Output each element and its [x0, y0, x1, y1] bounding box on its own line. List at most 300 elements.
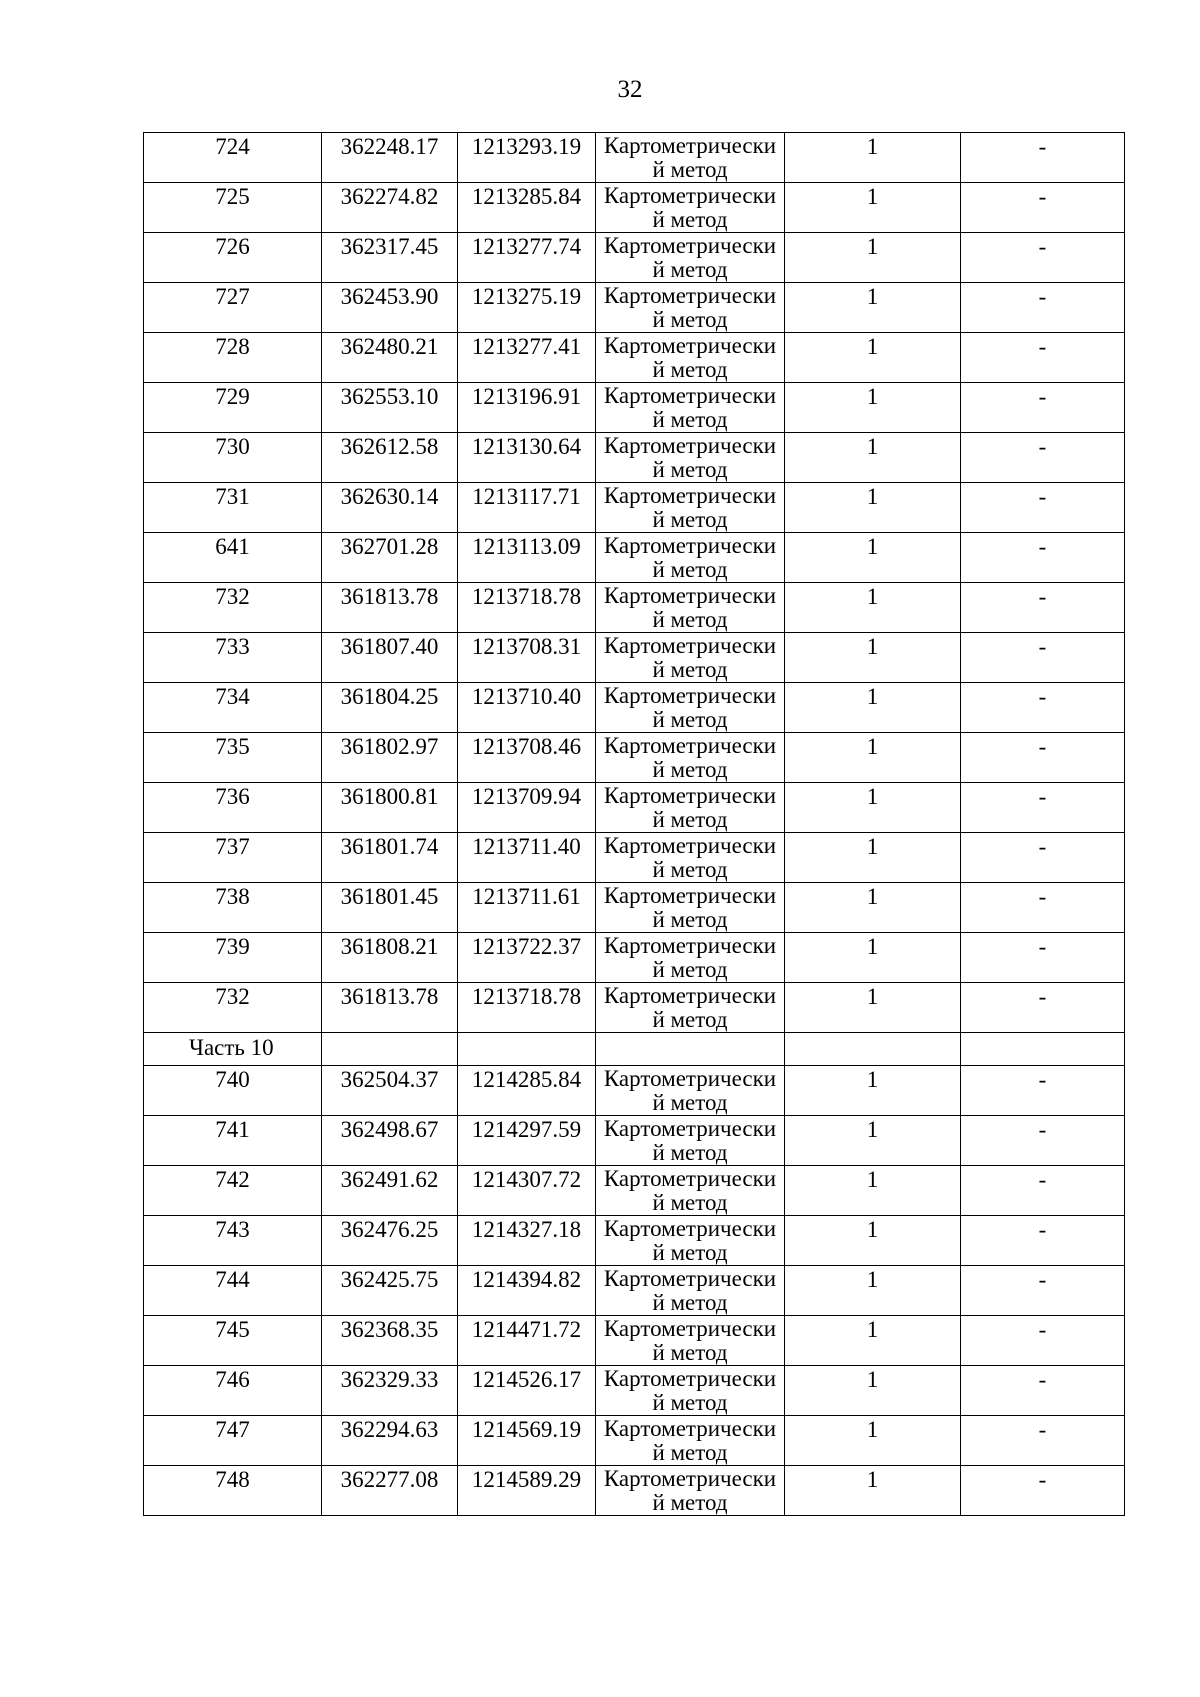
y-coordinate-cell: [458, 383, 596, 433]
accuracy-cell: [785, 733, 961, 783]
description-cell: [961, 183, 1125, 233]
y-coordinate-cell: [458, 683, 596, 733]
y-coordinate-text: 1214589.29: [471, 1467, 582, 1492]
description-text: -: [1038, 134, 1047, 159]
point-number-cell: [144, 583, 322, 633]
method-cell: [596, 1416, 785, 1466]
table-row: [144, 433, 1125, 483]
method-text: Картометрически й метод: [603, 933, 777, 982]
description-cell: [961, 933, 1125, 983]
accuracy-cell: [785, 1316, 961, 1366]
point-number-text: 734: [215, 684, 250, 709]
method-cell: [596, 1466, 785, 1516]
y-coordinate-text: 1214569.19: [471, 1417, 582, 1442]
y-coordinate-text: 1213293.19: [471, 134, 582, 159]
x-coordinate-text: 361800.81: [340, 784, 439, 809]
table-row: [144, 583, 1125, 633]
empty-cell: [458, 1033, 596, 1066]
point-number-cell: [144, 1216, 322, 1266]
description-cell: [961, 1066, 1125, 1116]
y-coordinate-cell: [458, 433, 596, 483]
description-cell: [961, 1366, 1125, 1416]
description-cell: [961, 433, 1125, 483]
y-coordinate-text: 1214307.72: [471, 1167, 582, 1192]
x-coordinate-cell: [322, 283, 458, 333]
accuracy-cell: [785, 1166, 961, 1216]
y-coordinate-text: 1213285.84: [471, 184, 582, 209]
description-cell: [961, 733, 1125, 783]
accuracy-text: 1: [866, 784, 879, 809]
table-row: [144, 1416, 1125, 1466]
method-cell: [596, 783, 785, 833]
x-coordinate-cell: [322, 633, 458, 683]
accuracy-cell: [785, 933, 961, 983]
method-text: Картометрически й метод: [603, 733, 777, 782]
table-row: [144, 1366, 1125, 1416]
accuracy-cell: [785, 683, 961, 733]
x-coordinate-text: 362498.67: [340, 1117, 439, 1142]
description-text: -: [1038, 1417, 1047, 1442]
accuracy-text: 1: [866, 284, 879, 309]
method-text: Картометрически й метод: [603, 1466, 777, 1515]
description-cell: [961, 1216, 1125, 1266]
table-row: [144, 733, 1125, 783]
table-row: [144, 533, 1125, 583]
x-coordinate-text: 362277.08: [340, 1467, 439, 1492]
table-row: [144, 1066, 1125, 1116]
method-cell: [596, 1066, 785, 1116]
method-text: Картометрически й метод: [603, 283, 777, 332]
accuracy-cell: [785, 983, 961, 1033]
y-coordinate-cell: [458, 833, 596, 883]
accuracy-text: 1: [866, 534, 879, 559]
point-number-cell: [144, 683, 322, 733]
x-coordinate-text: 362553.10: [340, 384, 439, 409]
accuracy-cell: [785, 1466, 961, 1516]
description-text: -: [1038, 684, 1047, 709]
x-coordinate-cell: [322, 1416, 458, 1466]
accuracy-text: 1: [866, 1367, 879, 1392]
y-coordinate-text: 1213277.74: [471, 234, 582, 259]
method-text: Картометрически й метод: [603, 1116, 777, 1165]
description-text: -: [1038, 334, 1047, 359]
y-coordinate-cell: [458, 1316, 596, 1366]
accuracy-text: 1: [866, 1167, 879, 1192]
point-number-text: 725: [215, 184, 250, 209]
point-number-cell: [144, 283, 322, 333]
point-number-text: 742: [215, 1167, 250, 1192]
method-text: Картометрически й метод: [603, 483, 777, 532]
accuracy-cell: [785, 1416, 961, 1466]
y-coordinate-cell: [458, 783, 596, 833]
point-number-text: 735: [215, 734, 250, 759]
method-cell: [596, 233, 785, 283]
x-coordinate-cell: [322, 883, 458, 933]
y-coordinate-cell: [458, 1066, 596, 1116]
point-number-cell: [144, 133, 322, 183]
method-cell: [596, 533, 785, 583]
table-row: [144, 1116, 1125, 1166]
description-cell: [961, 683, 1125, 733]
point-number-cell: [144, 883, 322, 933]
x-coordinate-text: 362425.75: [340, 1267, 439, 1292]
description-cell: [961, 233, 1125, 283]
point-number-cell: [144, 983, 322, 1033]
y-coordinate-cell: [458, 1466, 596, 1516]
method-cell: [596, 333, 785, 383]
method-text: Картометрически й метод: [603, 1066, 777, 1115]
y-coordinate-cell: [458, 883, 596, 933]
accuracy-text: 1: [866, 834, 879, 859]
description-text: -: [1038, 884, 1047, 909]
point-number-cell: [144, 383, 322, 433]
table-row: [144, 1166, 1125, 1216]
point-number-cell: [144, 1066, 322, 1116]
table-row: [144, 683, 1125, 733]
method-text: Картометрически й метод: [603, 583, 777, 632]
y-coordinate-text: 1213711.40: [472, 834, 581, 859]
x-coordinate-text: 362274.82: [340, 184, 439, 209]
y-coordinate-text: 1213277.41: [471, 334, 582, 359]
point-number-cell: [144, 333, 322, 383]
accuracy-cell: [785, 583, 961, 633]
y-coordinate-cell: [458, 1416, 596, 1466]
coordinates-table: [143, 132, 1125, 1516]
point-number-cell: [144, 833, 322, 883]
y-coordinate-cell: [458, 283, 596, 333]
y-coordinate-cell: [458, 1166, 596, 1216]
method-cell: [596, 933, 785, 983]
x-coordinate-text: 361813.78: [340, 584, 439, 609]
table-row: [144, 333, 1125, 383]
x-coordinate-text: 361801.74: [340, 834, 439, 859]
description-cell: [961, 533, 1125, 583]
y-coordinate-text: 1213708.46: [471, 734, 582, 759]
x-coordinate-text: 362294.63: [340, 1417, 439, 1442]
x-coordinate-cell: [322, 383, 458, 433]
y-coordinate-cell: [458, 133, 596, 183]
description-text: -: [1038, 1267, 1047, 1292]
x-coordinate-cell: [322, 833, 458, 883]
x-coordinate-cell: [322, 1316, 458, 1366]
description-text: -: [1038, 634, 1047, 659]
point-number-cell: [144, 1366, 322, 1416]
table-row: [144, 1216, 1125, 1266]
point-number-cell: [144, 1316, 322, 1366]
y-coordinate-text: 1214526.17: [471, 1367, 582, 1392]
y-coordinate-text: 1213722.37: [471, 934, 582, 959]
x-coordinate-text: 361807.40: [340, 634, 439, 659]
y-coordinate-cell: [458, 983, 596, 1033]
accuracy-text: 1: [866, 984, 879, 1009]
method-cell: [596, 133, 785, 183]
accuracy-cell: [785, 433, 961, 483]
description-cell: [961, 383, 1125, 433]
y-coordinate-cell: [458, 333, 596, 383]
accuracy-text: 1: [866, 734, 879, 759]
description-text: -: [1038, 1217, 1047, 1242]
method-cell: [596, 1266, 785, 1316]
table-row: [144, 1266, 1125, 1316]
accuracy-text: 1: [866, 334, 879, 359]
point-number-text: 739: [215, 934, 250, 959]
y-coordinate-text: 1213718.78: [471, 984, 582, 1009]
accuracy-text: 1: [866, 934, 879, 959]
point-number-text: 747: [215, 1417, 250, 1442]
point-number-cell: [144, 1466, 322, 1516]
x-coordinate-text: 362368.35: [340, 1317, 439, 1342]
description-text: -: [1038, 834, 1047, 859]
description-text: -: [1038, 1317, 1047, 1342]
description-cell: [961, 1416, 1125, 1466]
point-number-text: 745: [215, 1317, 250, 1342]
section-label: Часть 10: [189, 1035, 274, 1060]
coordinates-table-body: [144, 133, 1125, 1516]
description-cell: [961, 833, 1125, 883]
description-cell: [961, 1116, 1125, 1166]
description-cell: [961, 1266, 1125, 1316]
x-coordinate-text: 362612.58: [340, 434, 439, 459]
accuracy-text: 1: [866, 434, 879, 459]
y-coordinate-text: 1213130.64: [471, 434, 582, 459]
method-cell: [596, 1366, 785, 1416]
x-coordinate-cell: [322, 1066, 458, 1116]
point-number-cell: [144, 1266, 322, 1316]
point-number-text: 748: [215, 1467, 250, 1492]
y-coordinate-text: 1213709.94: [471, 784, 582, 809]
method-text: Картометрически й метод: [603, 1316, 777, 1365]
y-coordinate-cell: [458, 933, 596, 983]
method-cell: [596, 1166, 785, 1216]
x-coordinate-cell: [322, 733, 458, 783]
method-text: Картометрически й метод: [603, 1216, 777, 1265]
y-coordinate-text: 1213710.40: [471, 684, 582, 709]
method-text: Картометрически й метод: [603, 983, 777, 1032]
x-coordinate-cell: [322, 1116, 458, 1166]
method-cell: [596, 633, 785, 683]
empty-cell: [961, 1033, 1125, 1066]
y-coordinate-text: 1214297.59: [471, 1117, 582, 1142]
description-text: -: [1038, 484, 1047, 509]
table-row: [144, 933, 1125, 983]
point-number-text: 732: [215, 984, 250, 1009]
x-coordinate-text: 362329.33: [340, 1367, 439, 1392]
point-number-text: 733: [215, 634, 250, 659]
point-number-text: 738: [215, 884, 250, 909]
accuracy-text: 1: [866, 1467, 879, 1492]
table-row: [144, 133, 1125, 183]
x-coordinate-text: 361802.97: [340, 734, 439, 759]
table-row: [144, 633, 1125, 683]
method-cell: [596, 1216, 785, 1266]
x-coordinate-cell: [322, 1366, 458, 1416]
y-coordinate-text: 1213196.91: [471, 384, 582, 409]
point-number-text: 743: [215, 1217, 250, 1242]
method-cell: [596, 833, 785, 883]
x-coordinate-cell: [322, 533, 458, 583]
method-cell: [596, 283, 785, 333]
description-text: -: [1038, 434, 1047, 459]
method-cell: [596, 583, 785, 633]
x-coordinate-cell: [322, 183, 458, 233]
method-cell: [596, 1316, 785, 1366]
method-text: Картометрически й метод: [603, 783, 777, 832]
method-text: Картометрически й метод: [603, 233, 777, 282]
x-coordinate-cell: [322, 1266, 458, 1316]
x-coordinate-cell: [322, 983, 458, 1033]
y-coordinate-text: 1213117.71: [472, 484, 581, 509]
method-cell: [596, 983, 785, 1033]
x-coordinate-text: 362630.14: [340, 484, 439, 509]
description-cell: [961, 283, 1125, 333]
table-row: [144, 483, 1125, 533]
x-coordinate-cell: [322, 1166, 458, 1216]
point-number-text: 732: [215, 584, 250, 609]
accuracy-text: 1: [866, 134, 879, 159]
accuracy-text: 1: [866, 634, 879, 659]
accuracy-text: 1: [866, 884, 879, 909]
y-coordinate-text: 1213275.19: [471, 284, 582, 309]
description-text: -: [1038, 184, 1047, 209]
description-text: -: [1038, 234, 1047, 259]
point-number-cell: [144, 183, 322, 233]
description-text: -: [1038, 534, 1047, 559]
point-number-text: 729: [215, 384, 250, 409]
section-row: [144, 1033, 1125, 1066]
method-cell: [596, 183, 785, 233]
point-number-text: 741: [215, 1117, 250, 1142]
point-number-text: 731: [215, 484, 250, 509]
description-cell: [961, 483, 1125, 533]
x-coordinate-text: 362248.17: [340, 134, 439, 159]
y-coordinate-cell: [458, 633, 596, 683]
method-text: Картометрически й метод: [603, 133, 777, 182]
y-coordinate-text: 1213708.31: [471, 634, 582, 659]
method-text: Картометрически й метод: [603, 183, 777, 232]
accuracy-text: 1: [866, 1217, 879, 1242]
table-row: [144, 183, 1125, 233]
accuracy-cell: [785, 483, 961, 533]
y-coordinate-cell: [458, 733, 596, 783]
x-coordinate-cell: [322, 333, 458, 383]
point-number-text: 737: [215, 834, 250, 859]
y-coordinate-cell: [458, 1216, 596, 1266]
description-cell: [961, 983, 1125, 1033]
accuracy-text: 1: [866, 684, 879, 709]
method-text: Картометрически й метод: [603, 833, 777, 882]
section-label-cell: [144, 1033, 322, 1066]
point-number-cell: [144, 1116, 322, 1166]
point-number-text: 727: [215, 284, 250, 309]
method-cell: [596, 683, 785, 733]
x-coordinate-cell: [322, 233, 458, 283]
point-number-cell: [144, 533, 322, 583]
description-text: -: [1038, 1367, 1047, 1392]
description-text: -: [1038, 784, 1047, 809]
accuracy-text: 1: [866, 384, 879, 409]
accuracy-text: 1: [866, 584, 879, 609]
accuracy-cell: [785, 1116, 961, 1166]
x-coordinate-cell: [322, 783, 458, 833]
point-number-text: 730: [215, 434, 250, 459]
table-row: [144, 983, 1125, 1033]
method-text: Картометрически й метод: [603, 533, 777, 582]
x-coordinate-text: 362491.62: [340, 1167, 439, 1192]
accuracy-cell: [785, 1266, 961, 1316]
accuracy-text: 1: [866, 1417, 879, 1442]
accuracy-text: 1: [866, 484, 879, 509]
method-cell: [596, 483, 785, 533]
y-coordinate-cell: [458, 533, 596, 583]
method-text: Картометрически й метод: [603, 1416, 777, 1465]
description-text: -: [1038, 1117, 1047, 1142]
y-coordinate-text: 1214471.72: [471, 1317, 582, 1342]
method-cell: [596, 1116, 785, 1166]
x-coordinate-cell: [322, 433, 458, 483]
table-row: [144, 883, 1125, 933]
description-text: -: [1038, 1467, 1047, 1492]
method-text: Картометрически й метод: [603, 333, 777, 382]
table-row: [144, 783, 1125, 833]
method-text: Картометрически й метод: [603, 1266, 777, 1315]
y-coordinate-text: 1214394.82: [471, 1267, 582, 1292]
table-row: [144, 383, 1125, 433]
y-coordinate-text: 1214327.18: [471, 1217, 582, 1242]
description-cell: [961, 1316, 1125, 1366]
description-cell: [961, 333, 1125, 383]
method-cell: [596, 433, 785, 483]
x-coordinate-cell: [322, 133, 458, 183]
description-text: -: [1038, 1167, 1047, 1192]
point-number-cell: [144, 483, 322, 533]
point-number-text: 746: [215, 1367, 250, 1392]
y-coordinate-text: 1213711.61: [472, 884, 581, 909]
accuracy-cell: [785, 1066, 961, 1116]
point-number-text: 724: [215, 134, 250, 159]
method-text: Картометрически й метод: [603, 683, 777, 732]
accuracy-cell: [785, 1216, 961, 1266]
table-row: [144, 1466, 1125, 1516]
point-number-cell: [144, 633, 322, 683]
table-row: [144, 1316, 1125, 1366]
x-coordinate-text: 361801.45: [340, 884, 439, 909]
table-row: [144, 233, 1125, 283]
description-text: -: [1038, 584, 1047, 609]
accuracy-cell: [785, 533, 961, 583]
accuracy-text: 1: [866, 1117, 879, 1142]
accuracy-cell: [785, 883, 961, 933]
method-text: Картометрически й метод: [603, 383, 777, 432]
accuracy-text: 1: [866, 1317, 879, 1342]
accuracy-cell: [785, 383, 961, 433]
description-cell: [961, 133, 1125, 183]
point-number-cell: [144, 783, 322, 833]
description-cell: [961, 1466, 1125, 1516]
description-cell: [961, 883, 1125, 933]
table-row: [144, 283, 1125, 333]
empty-cell: [596, 1033, 785, 1066]
accuracy-cell: [785, 633, 961, 683]
method-text: Картометрически й метод: [603, 1366, 777, 1415]
y-coordinate-cell: [458, 483, 596, 533]
point-number-text: 736: [215, 784, 250, 809]
description-text: -: [1038, 934, 1047, 959]
empty-cell: [785, 1033, 961, 1066]
point-number-cell: [144, 933, 322, 983]
accuracy-cell: [785, 233, 961, 283]
description-cell: [961, 583, 1125, 633]
x-coordinate-cell: [322, 1466, 458, 1516]
